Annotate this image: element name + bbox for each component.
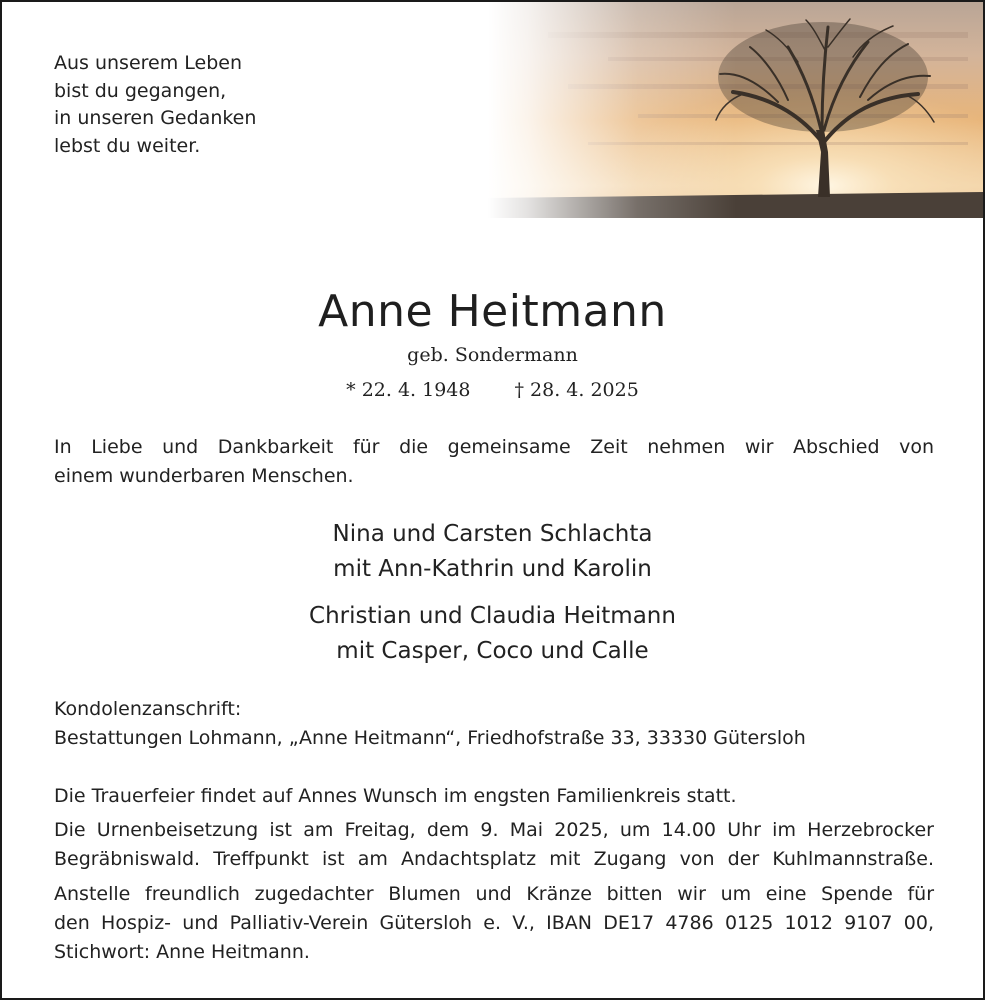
quote-line: lebst du weiter.	[54, 134, 201, 157]
farewell-text	[54, 433, 934, 491]
life-dates	[2, 377, 983, 403]
quote-line: bist du gegangen,	[54, 79, 227, 102]
memorial-quote	[54, 50, 256, 160]
donation-line: Stichwort: Anne Heitmann.	[54, 941, 310, 963]
condolence-label: Kondolenzanschrift:	[54, 698, 242, 720]
service-text: Die Trauerfeier findet auf Annes Wunsch im engsten Familienkreis statt.	[54, 785, 737, 807]
service-notice	[54, 782, 934, 811]
mourners-group-2	[2, 599, 983, 669]
birth-name: geb. Sondermann	[407, 344, 578, 366]
condolence-address	[54, 695, 934, 753]
death-date: † 28. 4. 2025	[514, 379, 639, 401]
quote-line: Aus unserem Leben	[54, 52, 243, 74]
mourner-line: Nina und Carsten Schlachta	[332, 521, 653, 547]
donation-line: den Hospiz- und Palliativ-Verein Gütersloh e. V., IBAN DE17 4786 0125 1012 9107 00,	[54, 912, 934, 934]
mourner-line: mit Casper, Coco und Calle	[336, 638, 649, 664]
burial-notice	[54, 816, 934, 874]
farewell-line: In Liebe und Dankbarkeit für die gemeinsame Zeit nehmen wir Abschied von	[54, 436, 934, 458]
farewell-line: einem wunderbaren Menschen.	[54, 465, 354, 487]
tree-sunset-image	[488, 2, 985, 218]
condolence-text: Bestattungen Lohmann, „Anne Heitmann“, Friedhofstraße 33, 33330 Gütersloh	[54, 727, 806, 749]
mourner-line: Christian und Claudia Heitmann	[309, 603, 676, 629]
quote-line: in unseren Gedanken	[54, 107, 257, 129]
birth-date: * 22. 4. 1948	[346, 379, 471, 401]
deceased-name: Anne Heitmann	[318, 286, 667, 337]
mourners-group-1	[2, 517, 983, 587]
donation-notice	[54, 880, 934, 967]
mourner-line: mit Ann-Kathrin und Karolin	[333, 556, 652, 582]
donation-line: Anstelle freundlich zugedachter Blumen und Kränze bitten wir um eine Spende für	[54, 883, 934, 905]
burial-line: Begräbniswald. Treffpunkt ist am Andachtsplatz mit Zugang von der Kuhlmannstraße.	[54, 848, 934, 870]
burial-line: Die Urnenbeisetzung ist am Freitag, dem 9. Mai 2025, um 14.00 Uhr im Herzebrocker	[54, 819, 934, 841]
